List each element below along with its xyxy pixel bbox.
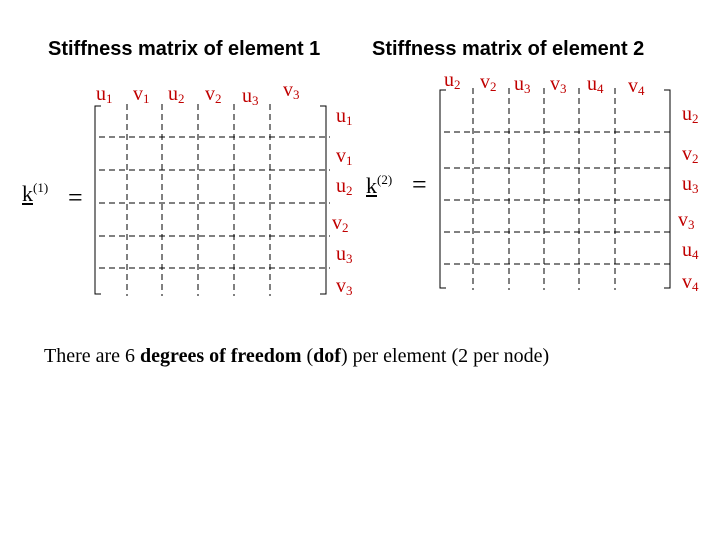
matrix-2-equals: =	[412, 170, 427, 199]
matrix-2-row-label: $u_3$	[682, 173, 699, 196]
matrix-2-col-label: $v_3$	[550, 73, 567, 96]
matrix-1-right-bracket	[320, 106, 326, 294]
matrix-1-col-label: $u_3$	[242, 85, 259, 108]
matrix-1-symbol: $k^{(1)}$	[22, 180, 49, 206]
matrix-1-col-label: $u_2$	[168, 83, 185, 106]
matrix-1-grid	[95, 104, 330, 296]
matrix-2-col-label: $v_4$	[628, 75, 645, 98]
matrix-2-row-label: $v_2$	[682, 143, 699, 166]
matrix-1-row-label: $u_1$	[336, 105, 353, 128]
matrix-2-col-label: $u_2$	[444, 69, 461, 92]
matrix-1-row-label: $v_1$	[336, 145, 353, 168]
dof-note: There are 6 degrees of freedom (dof) per element (2 per node)	[44, 345, 550, 367]
matrix-2-row-label: $v_3$	[678, 209, 695, 232]
matrix-2-col-label: $u_4$	[587, 73, 604, 96]
matrix-1-equals: =	[68, 183, 83, 212]
matrix-2-left-bracket	[440, 90, 446, 288]
matrix-1-col-label: $u_1$	[96, 83, 113, 106]
matrix-1-col-label: $v_2$	[205, 83, 222, 106]
matrix-1-row-label: $u_3$	[336, 243, 353, 266]
matrix-1-row-label: $u_2$	[336, 175, 353, 198]
heading-element-2: Stiffness matrix of element 2	[372, 38, 645, 60]
matrix-1-row-label: $v_3$	[336, 275, 353, 298]
matrix-1-left-bracket	[95, 106, 101, 294]
matrix-2-row-label: $u_4$	[682, 239, 699, 262]
matrix-2-row-label: $u_2$	[682, 103, 699, 126]
matrix-2-col-label: $u_3$	[514, 73, 531, 96]
matrix-1-col-label: $v_3$	[283, 79, 300, 102]
matrix-1-row-label: $v_2$	[332, 212, 349, 235]
matrix-2-symbol: $k^{(2)}$	[366, 172, 393, 198]
matrix-2-col-label: $v_2$	[480, 71, 497, 94]
matrix-2-grid	[440, 88, 674, 290]
heading-element-1: Stiffness matrix of element 1	[48, 38, 321, 60]
matrix-2-row-label: $v_4$	[682, 271, 699, 294]
matrix-1-col-label: $v_1$	[133, 83, 150, 106]
matrix-2-right-bracket	[664, 90, 670, 288]
